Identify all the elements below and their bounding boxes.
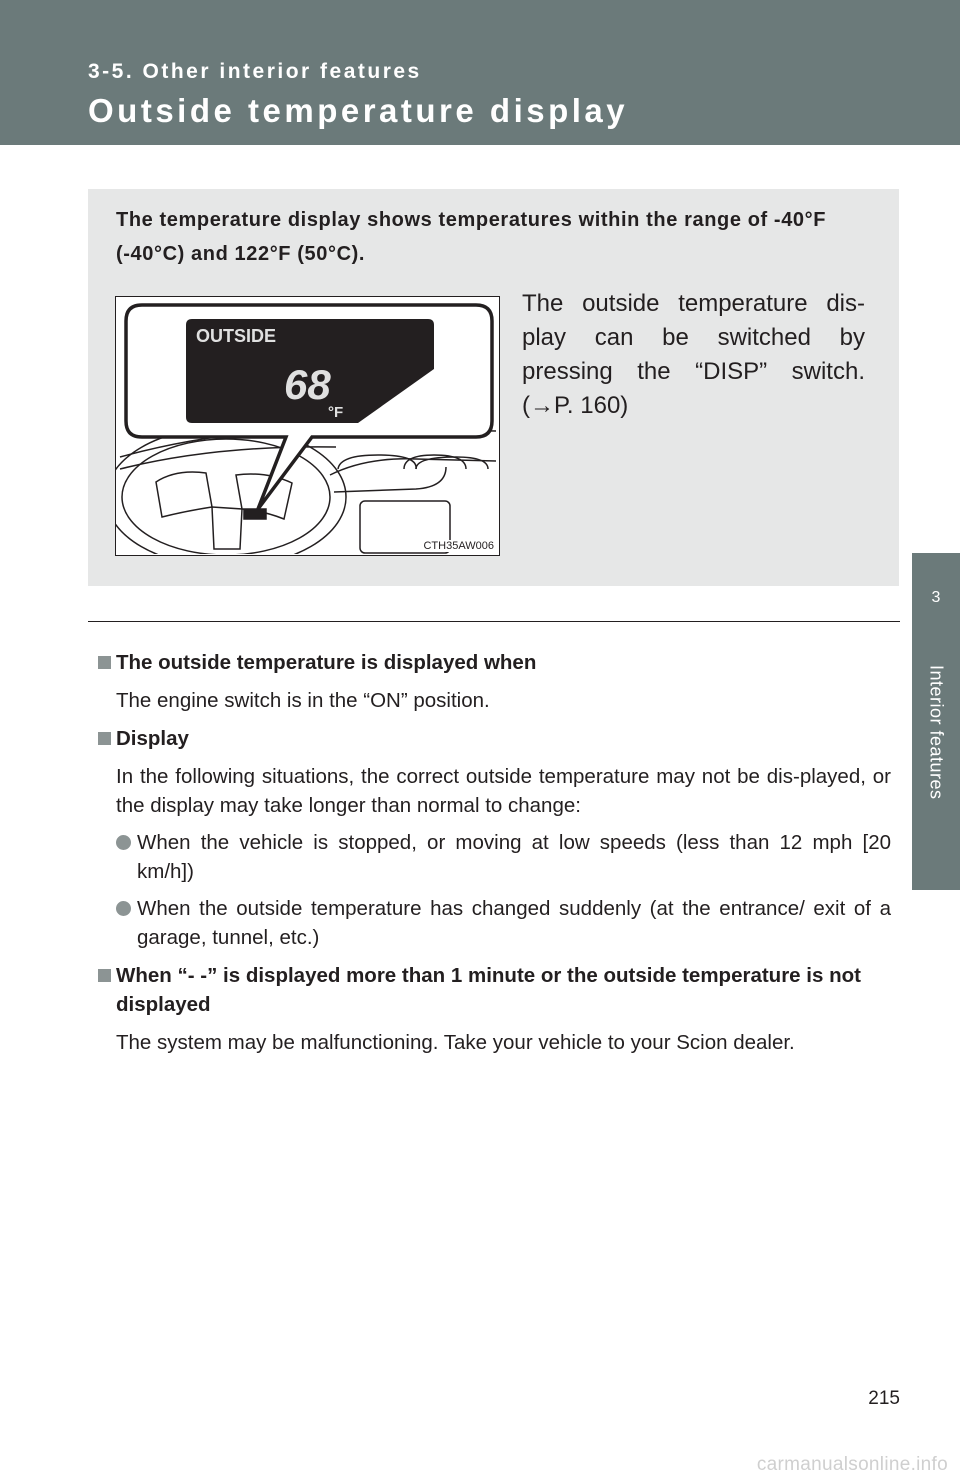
display-label: OUTSIDE xyxy=(196,326,277,346)
section-label: 3-5. Other interior features xyxy=(88,60,422,83)
intro-text: The temperature display shows temperatures within the range of -40°F (-40°C) and 122°F (50°C). xyxy=(116,209,827,265)
main-content xyxy=(98,648,891,1057)
page-header xyxy=(0,0,960,145)
subheading: When “- -” is displayed more than 1 minute or the outside temperature is not displayed xyxy=(98,961,891,1019)
chapter-tab[interactable] xyxy=(912,553,960,890)
paragraph: The engine switch is in the “ON” position. xyxy=(116,689,490,712)
display-note: The outside temperature dis-play can be switched by pressing the “DISP” switch. (→P. 160) xyxy=(522,290,865,419)
chapter-number: 3 xyxy=(931,589,941,606)
square-bullet-icon xyxy=(98,732,111,745)
display-illustration xyxy=(115,296,500,556)
square-bullet-icon xyxy=(98,969,111,982)
figure-code: CTH35AW006 xyxy=(423,540,494,552)
chapter-label: Interior features xyxy=(926,665,947,800)
paragraph: The system may be malfunctioning. Take your vehicle to your Scion dealer. xyxy=(116,1031,795,1054)
round-bullet-icon xyxy=(116,835,131,850)
page-number: 215 xyxy=(868,1388,900,1409)
subheading: The outside temperature is displayed when xyxy=(98,648,891,677)
paragraph: In the following situations, the correct outside temperature may not be dis-played, or the display may take longer than normal to change: xyxy=(116,765,891,817)
intro-box xyxy=(88,189,899,586)
page-title: Outside temperature display xyxy=(88,92,629,129)
round-bullet-icon xyxy=(116,901,131,916)
subheading: Display xyxy=(98,724,891,753)
display-unit: °F xyxy=(328,404,344,421)
list-item: When the outside temperature has changed suddenly (at the entrance/ exit of a garage, tunnel, etc.) xyxy=(98,894,891,952)
divider xyxy=(88,621,900,622)
display-value: 68 xyxy=(284,361,331,408)
watermark: carmanualsonline.info xyxy=(756,1454,948,1475)
dashboard-illustration xyxy=(116,297,498,554)
list-item: When the vehicle is stopped, or moving at low speeds (less than 12 mph [20 km/h]) xyxy=(98,828,891,886)
square-bullet-icon xyxy=(98,656,111,669)
